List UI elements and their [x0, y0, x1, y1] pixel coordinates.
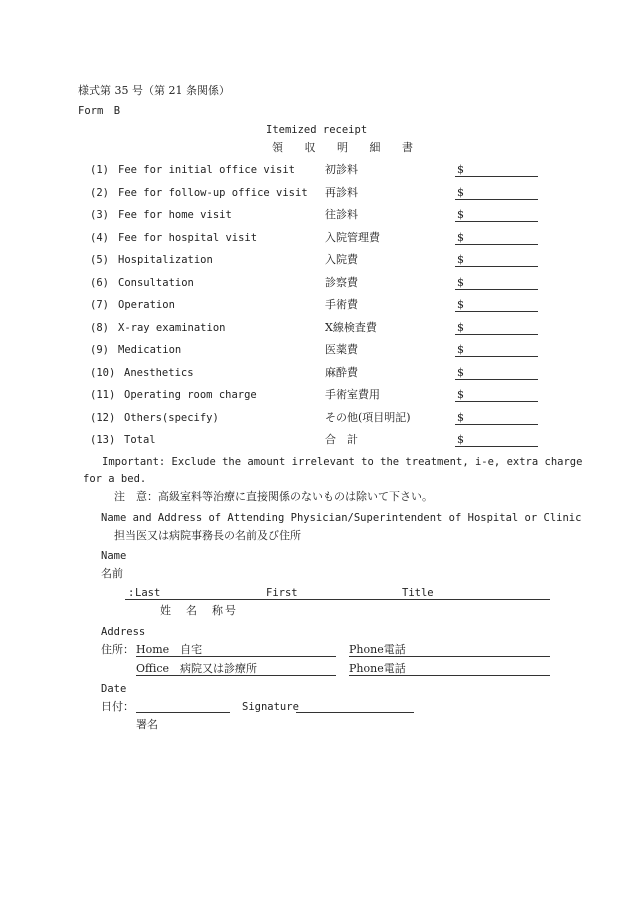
office-phone-label: Phone電話 — [349, 662, 406, 675]
item-number: (12) — [90, 412, 116, 424]
item-number: (5) — [90, 254, 109, 266]
title-japanese: 領 収 明 細 書 — [272, 141, 422, 154]
address-office-label: Office 病院又は診療所 — [136, 662, 258, 675]
item-label-ja: 往診料 — [325, 208, 358, 221]
item-label-en: X-ray examination — [118, 322, 226, 334]
address-label-ja: 住所： — [101, 643, 134, 656]
amount-field-line[interactable] — [455, 446, 538, 447]
item-number: (6) — [90, 277, 109, 289]
item-number: (9) — [90, 344, 109, 356]
currency-symbol: $ — [457, 208, 464, 221]
amount-field-line[interactable] — [455, 379, 538, 380]
item-label-en: Medication — [118, 344, 182, 356]
item-label-en: Operating room charge — [124, 389, 257, 401]
amount-field-line[interactable] — [455, 176, 538, 177]
amount-field-line[interactable] — [455, 401, 538, 402]
item-label-en: Operation — [118, 299, 175, 311]
currency-symbol: $ — [457, 366, 464, 379]
currency-symbol: $ — [457, 163, 464, 176]
item-label-ja: 手術費 — [325, 298, 358, 311]
item-label-en: Fee for home visit — [118, 209, 232, 221]
item-label-en: Others(specify) — [124, 412, 219, 424]
item-label-en: Hospitalization — [118, 254, 213, 266]
form-number: 様式第 35 号（第 21 条関係） — [78, 84, 230, 97]
amount-field-line[interactable] — [455, 266, 538, 267]
signature-label: Signature — [242, 701, 299, 713]
office-address-line[interactable] — [136, 675, 336, 676]
name-field-line[interactable] — [125, 599, 550, 600]
name-first-label: First — [266, 587, 298, 599]
currency-symbol: $ — [457, 231, 464, 244]
item-label-ja: 医薬費 — [325, 343, 358, 356]
item-number: (4) — [90, 232, 109, 244]
date-label-en: Date — [101, 683, 127, 695]
home-phone-label: Phone電話 — [349, 643, 406, 656]
date-field-line[interactable] — [136, 712, 230, 713]
item-label-ja: その他(項目明記) — [325, 411, 411, 424]
item-number: (1) — [90, 164, 109, 176]
physician-heading-en: Name and Address of Attending Physician/Superintendent of Hospital or Clinic — [101, 512, 582, 524]
amount-field-line[interactable] — [455, 289, 538, 290]
physician-heading-ja: 担当医又は病院事務長の名前及び住所 — [114, 529, 301, 542]
amount-field-line[interactable] — [455, 244, 538, 245]
name-colon: : — [128, 587, 135, 599]
currency-symbol: $ — [457, 276, 464, 289]
item-label-ja: 麻酔費 — [325, 366, 358, 379]
item-label-ja: 合 計 — [325, 433, 358, 446]
item-label-ja: 初診料 — [325, 163, 358, 176]
amount-field-line[interactable] — [455, 334, 538, 335]
currency-symbol: $ — [457, 343, 464, 356]
item-number: (10) — [90, 367, 116, 379]
item-label-ja: X線検査費 — [325, 321, 377, 334]
address-home-label: Home 自宅 — [136, 643, 203, 656]
form-label: Form B — [78, 105, 121, 117]
amount-field-line[interactable] — [455, 424, 538, 425]
item-label-en: Fee for follow-up office visit — [118, 187, 308, 199]
amount-field-line[interactable] — [455, 221, 538, 222]
date-label-ja: 日付： — [101, 700, 134, 713]
title-english: Itemized receipt — [266, 124, 368, 136]
amount-field-line[interactable] — [455, 311, 538, 312]
item-label-ja: 入院費 — [325, 253, 358, 266]
item-label-en: Anesthetics — [124, 367, 194, 379]
item-number: (3) — [90, 209, 109, 221]
item-number: (11) — [90, 389, 116, 401]
item-label-ja: 入院管理費 — [325, 231, 380, 244]
item-number: (13) — [90, 434, 116, 446]
currency-symbol: $ — [457, 433, 464, 446]
item-label-ja: 再診料 — [325, 186, 358, 199]
name-title-label: Title — [402, 587, 434, 599]
item-number: (2) — [90, 187, 109, 199]
currency-symbol: $ — [457, 298, 464, 311]
important-note-continued: for a bed. — [83, 473, 147, 485]
name-last-label: Last — [135, 587, 161, 599]
currency-symbol: $ — [457, 388, 464, 401]
item-label-en: Fee for hospital visit — [118, 232, 258, 244]
item-label-ja: 手術室費用 — [325, 388, 380, 401]
signature-field-line[interactable] — [296, 712, 414, 713]
japanese-note: 注 意：高級室料等治療に直接関係のないものは除いて下さい。 — [114, 490, 433, 503]
item-label-ja: 診察費 — [325, 276, 358, 289]
currency-symbol: $ — [457, 411, 464, 424]
item-number: (8) — [90, 322, 109, 334]
item-label-en: Consultation — [118, 277, 194, 289]
name-sub-ja: 姓 名 称号 — [160, 604, 238, 617]
address-label-en: Address — [101, 626, 146, 638]
item-label-en: Total — [124, 434, 156, 446]
home-address-line[interactable] — [136, 656, 336, 657]
home-phone-line[interactable] — [349, 656, 550, 657]
office-phone-line[interactable] — [349, 675, 550, 676]
amount-field-line[interactable] — [455, 356, 538, 357]
signature-label-ja: 署名 — [136, 718, 158, 731]
item-number: (7) — [90, 299, 109, 311]
currency-symbol: $ — [457, 253, 464, 266]
important-note: Important: Exclude the amount irrelevant to the treatment, i-e, extra charge — [102, 456, 583, 468]
name-label-ja: 名前 — [101, 567, 123, 580]
currency-symbol: $ — [457, 186, 464, 199]
item-label-en: Fee for initial office visit — [118, 164, 296, 176]
name-label-en: Name — [101, 550, 127, 562]
currency-symbol: $ — [457, 321, 464, 334]
amount-field-line[interactable] — [455, 199, 538, 200]
